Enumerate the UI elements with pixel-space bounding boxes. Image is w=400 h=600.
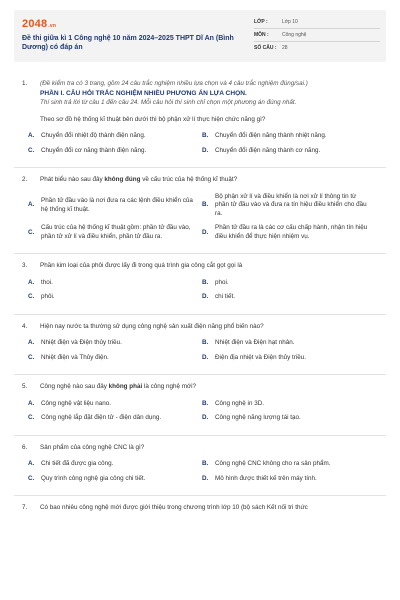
logo-suffix: .vn: [48, 23, 57, 29]
answer-option[interactable]: [28, 224, 202, 247]
option-text: Bộ phận xử lí và điều khiển là nơi xử lí thông tin từ phần tử đầu vào và đưa ra tín hiệu điều khiển cho đầu ra.: [215, 192, 367, 217]
question-number: 7.: [22, 504, 28, 512]
option-text: Chuyển đổi cơ năng thành điện năng.: [41, 146, 147, 154]
option-text: Chi tiết đã được gia công.: [41, 460, 114, 468]
option-text: phoi.: [215, 278, 229, 286]
meta-value: Lớp 10: [282, 18, 298, 25]
question-item: [14, 323, 386, 369]
option-letter: C.: [28, 414, 35, 422]
document-meta: [254, 16, 380, 55]
question-item: [14, 383, 386, 429]
stem-text: về cấu trúc của hệ thống kĩ thuật?: [140, 176, 238, 184]
question-stem: [40, 262, 386, 271]
part-instruction: Thí sinh trả lời từ câu 1 đến câu 24. Mỗi câu hỏi thí sinh chỉ chọn một phương án đúng nhất.: [40, 99, 297, 107]
option-letter: D.: [202, 414, 209, 422]
option-text: Cấu trúc của hệ thống kĩ thuật gồm: phần tử đầu vào, phần tử xử lí và điều khiển, phần tử đầu ra.: [41, 224, 191, 240]
question-stem: [40, 504, 386, 513]
question-stem: [40, 323, 386, 332]
option-letter: A.: [28, 460, 35, 468]
option-letter: A.: [28, 201, 35, 209]
meta-row-count: [254, 42, 380, 55]
logo-text: 2048: [22, 18, 48, 30]
question-divider: [14, 435, 386, 436]
stem-text: Hiện nay nước ta thường sử dụng công nghệ sản xuất điện năng phổ biến nào?: [40, 322, 264, 330]
option-letter: B.: [202, 460, 209, 468]
option-letter: C.: [28, 353, 35, 361]
answer-option[interactable]: [202, 279, 376, 294]
question-divider: [14, 374, 386, 375]
option-letter: B.: [202, 339, 209, 347]
answer-options: [28, 193, 386, 248]
site-logo[interactable]: [22, 17, 56, 32]
part-title: PHẦN I. CÂU HỎI TRẮC NGHIỆM NHIỀU PHƯƠNG ÁN LỰA CHỌN.: [40, 89, 247, 97]
answer-option[interactable]: [202, 400, 376, 415]
stem-text: Phần kim loại của phôi được lấy đi trong quá trình gia công cắt gọt gọi là: [40, 262, 243, 270]
question-item: [14, 176, 386, 247]
question-stem: [40, 383, 386, 392]
stem-text: Công nghệ nào sau đây: [40, 383, 109, 391]
option-letter: C.: [28, 474, 35, 482]
answer-option[interactable]: [28, 475, 202, 490]
meta-value: Công nghệ: [282, 31, 307, 38]
option-text: Phần tử đầu ra là các cơ cấu chấp hành, nhận tín hiệu điều khiển để thực hiện nhiệm vụ.: [215, 224, 368, 240]
question-stem: [40, 116, 386, 125]
stem-text: là công nghệ mới?: [142, 383, 197, 391]
option-text: Nhiệt điện và Điện hạt nhân.: [215, 339, 295, 347]
option-text: phôi.: [41, 293, 55, 301]
question-number: 4.: [22, 322, 28, 330]
stem-text: Theo sơ đồ hệ thống kĩ thuật bên dưới thì bộ phận xử lí thực hiện chức năng gì?: [40, 115, 266, 123]
option-text: Nhiệt điện và Thủy điện.: [41, 353, 109, 361]
question-list: [14, 80, 386, 513]
question-item: [14, 504, 386, 513]
stem-text: Có bao nhiêu công nghệ mới được giới thiệu trong chương trình lớp 10 (bộ sách Kết nối tri thức: [40, 504, 308, 512]
answer-option[interactable]: [28, 279, 202, 294]
option-text: Quy trình công nghệ gia công chi tiết.: [41, 474, 146, 482]
answer-option[interactable]: [202, 193, 376, 225]
option-text: Công nghệ in 3D.: [215, 399, 265, 407]
answer-options: [28, 400, 386, 429]
option-text: Công nghệ vật liệu nano.: [41, 399, 112, 407]
option-text: Phần tử đầu vào là nơi đưa ra các lệnh điều khiển của hệ thống kĩ thuật.: [41, 197, 193, 213]
answer-option[interactable]: [28, 147, 202, 162]
option-letter: D.: [202, 474, 209, 482]
option-text: Nhiệt điện và Điện thủy triều.: [41, 339, 122, 347]
option-text: Mô hình được thiết kế trên máy tính.: [215, 474, 317, 482]
option-letter: D.: [202, 293, 209, 301]
question-number: 6.: [22, 443, 28, 451]
answer-option[interactable]: [28, 460, 202, 475]
question-number: 3.: [22, 262, 28, 270]
option-text: thoi.: [41, 278, 53, 286]
option-letter: D.: [202, 353, 209, 361]
meta-label: MÔN :: [254, 31, 269, 38]
option-text: Chuyển đổi điện năng thành cơ năng.: [215, 146, 321, 154]
option-text: Công nghệ lắp đặt điện tử - điện dân dụng.: [41, 414, 162, 422]
question-number: 5.: [22, 383, 28, 391]
question-item: [14, 80, 386, 161]
option-letter: D.: [202, 228, 209, 236]
option-letter: A.: [28, 278, 35, 286]
answer-option[interactable]: [28, 132, 202, 147]
option-text: Điện địa nhiệt và Điện thủy triều.: [215, 353, 307, 361]
option-letter: B.: [202, 201, 209, 209]
option-text: Công nghệ năng lượng tái tạo.: [215, 414, 301, 422]
meta-label: SỐ CÂU :: [254, 45, 277, 52]
document-title: Đề thi giữa kì 1 Công nghệ 10 năm 2024–2025 THPT Dĩ An (Bình Dương) có đáp án: [22, 35, 234, 52]
answer-options: [28, 460, 386, 489]
exam-intro: (Đề kiểm tra có 3 trang, gồm 24 câu trắc nghiệm nhiều lựa chọn và 4 câu trắc nghiệm đúng/sai.): [40, 80, 308, 87]
answer-options: [28, 339, 386, 368]
option-letter: A.: [28, 132, 35, 140]
answer-option[interactable]: [28, 293, 202, 308]
option-letter: C.: [28, 146, 35, 154]
answer-option[interactable]: [202, 354, 376, 369]
option-letter: B.: [202, 278, 209, 286]
option-text: Chuyển đổi điện năng thành nhiệt năng.: [215, 132, 327, 140]
question-item: [14, 444, 386, 490]
question-divider: [14, 495, 386, 496]
answer-option[interactable]: [28, 400, 202, 415]
answer-option[interactable]: [202, 414, 376, 429]
option-letter: C.: [28, 293, 35, 301]
stem-emphasis: không phải: [108, 383, 143, 391]
question-divider: [14, 253, 386, 254]
answer-options: [28, 132, 386, 161]
option-text: Công nghệ CNC không cho ra sản phẩm.: [215, 460, 331, 468]
stem-emphasis: không đúng: [104, 176, 141, 184]
question-stem: [40, 444, 386, 453]
answer-option[interactable]: [202, 460, 376, 475]
meta-row-class: [254, 16, 380, 29]
option-text: chi tiết.: [215, 293, 235, 301]
option-letter: D.: [202, 146, 209, 154]
answer-option[interactable]: [202, 132, 376, 147]
option-text: Chuyển đổi nhiệt độ thành điện năng.: [41, 132, 146, 140]
answer-options: [28, 279, 386, 308]
question-divider: [14, 314, 386, 315]
answer-option[interactable]: [28, 193, 202, 225]
question-stem: [40, 176, 386, 185]
answer-option[interactable]: [202, 293, 376, 308]
answer-option[interactable]: [202, 475, 376, 490]
stem-text: Sản phẩm của công nghệ CNC là gì?: [40, 443, 145, 451]
answer-option[interactable]: [202, 224, 376, 247]
meta-row-subject: [254, 29, 380, 42]
option-letter: B.: [202, 132, 209, 140]
option-letter: C.: [28, 228, 35, 236]
document-header: [14, 10, 386, 62]
answer-option[interactable]: [28, 354, 202, 369]
question-number: 1.: [22, 80, 28, 87]
meta-label: LỚP :: [254, 18, 268, 25]
answer-option[interactable]: [202, 339, 376, 354]
answer-option[interactable]: [202, 147, 376, 162]
meta-value: 28: [282, 45, 288, 52]
question-divider: [14, 167, 386, 168]
answer-option[interactable]: [28, 414, 202, 429]
option-letter: A.: [28, 339, 35, 347]
option-letter: B.: [202, 399, 209, 407]
stem-text: Phát biểu nào sau đây: [40, 176, 105, 184]
question-number: 2.: [22, 176, 28, 184]
question-item: [14, 262, 386, 308]
answer-option[interactable]: [28, 339, 202, 354]
option-letter: A.: [28, 399, 35, 407]
